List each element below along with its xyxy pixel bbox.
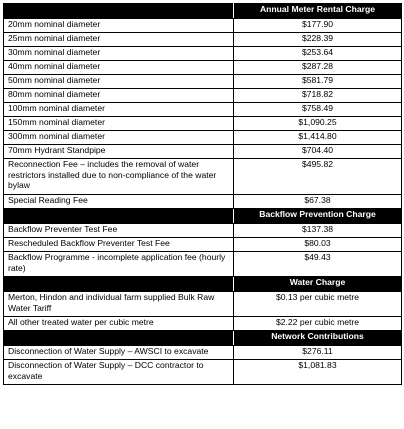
row-value: $67.38 (234, 195, 402, 209)
row-label: 50mm nominal diameter (4, 75, 234, 89)
table-row (4, 117, 402, 131)
section-heading: Annual Meter Rental Charge (234, 4, 402, 19)
fees-table (3, 3, 402, 385)
row-label: All other treated water per cubic metre (4, 317, 234, 331)
table-row (4, 145, 402, 159)
table-row (4, 360, 402, 385)
row-label: 80mm nominal diameter (4, 89, 234, 103)
row-value: $0.13 per cubic metre (234, 292, 402, 317)
table-row (4, 317, 402, 331)
section-header-network-contributions (4, 331, 402, 346)
row-value: $137.38 (234, 224, 402, 238)
row-label: 40mm nominal diameter (4, 61, 234, 75)
table-row (4, 103, 402, 117)
section-header-meter-rental (4, 4, 402, 19)
row-value: $2.22 per cubic metre (234, 317, 402, 331)
fee-table-container (3, 3, 401, 385)
row-label: Special Reading Fee (4, 195, 234, 209)
section-heading: Water Charge (234, 277, 402, 292)
row-label: Disconnection of Water Supply – DCC contractor to excavate (4, 360, 234, 385)
row-label: 150mm nominal diameter (4, 117, 234, 131)
row-value: $80.03 (234, 238, 402, 252)
row-value: $495.82 (234, 159, 402, 195)
row-label: Backflow Programme - incomplete application fee (hourly rate) (4, 252, 234, 277)
table-row (4, 252, 402, 277)
row-value: $287.28 (234, 61, 402, 75)
row-label: Disconnection of Water Supply – AWSCI to excavate (4, 346, 234, 360)
row-value: $704.40 (234, 145, 402, 159)
table-row (4, 61, 402, 75)
row-value: $758.49 (234, 103, 402, 117)
row-label: 20mm nominal diameter (4, 19, 234, 33)
table-row (4, 238, 402, 252)
row-value: $1,090.25 (234, 117, 402, 131)
row-value: $718.82 (234, 89, 402, 103)
table-row (4, 346, 402, 360)
section-header-backflow (4, 209, 402, 224)
row-value: $49.43 (234, 252, 402, 277)
row-label: Backflow Preventer Test Fee (4, 224, 234, 238)
row-value: $253.64 (234, 47, 402, 61)
table-row (4, 89, 402, 103)
table-row (4, 159, 402, 195)
table-row (4, 19, 402, 33)
table-row (4, 33, 402, 47)
section-heading: Network Contributions (234, 331, 402, 346)
table-row (4, 75, 402, 89)
table-row (4, 47, 402, 61)
row-label: Merton, Hindon and individual farm supplied Bulk Raw Water Tariff (4, 292, 234, 317)
row-value: $581.79 (234, 75, 402, 89)
row-label: 100mm nominal diameter (4, 103, 234, 117)
table-row (4, 131, 402, 145)
row-label: 300mm nominal diameter (4, 131, 234, 145)
table-row (4, 292, 402, 317)
row-value: $177.90 (234, 19, 402, 33)
row-value: $228.39 (234, 33, 402, 47)
table-row (4, 224, 402, 238)
section-heading: Backflow Prevention Charge (234, 209, 402, 224)
row-label: 30mm nominal diameter (4, 47, 234, 61)
row-value: $1,414.80 (234, 131, 402, 145)
row-value: $1,081.83 (234, 360, 402, 385)
row-label: Reconnection Fee – includes the removal of water restrictors installed due to non-compliance of the water bylaw (4, 159, 234, 195)
row-label: 70mm Hydrant Standpipe (4, 145, 234, 159)
section-header-water-charge (4, 277, 402, 292)
row-value: $276.11 (234, 346, 402, 360)
row-label: Rescheduled Backflow Preventer Test Fee (4, 238, 234, 252)
table-row (4, 195, 402, 209)
row-label: 25mm nominal diameter (4, 33, 234, 47)
